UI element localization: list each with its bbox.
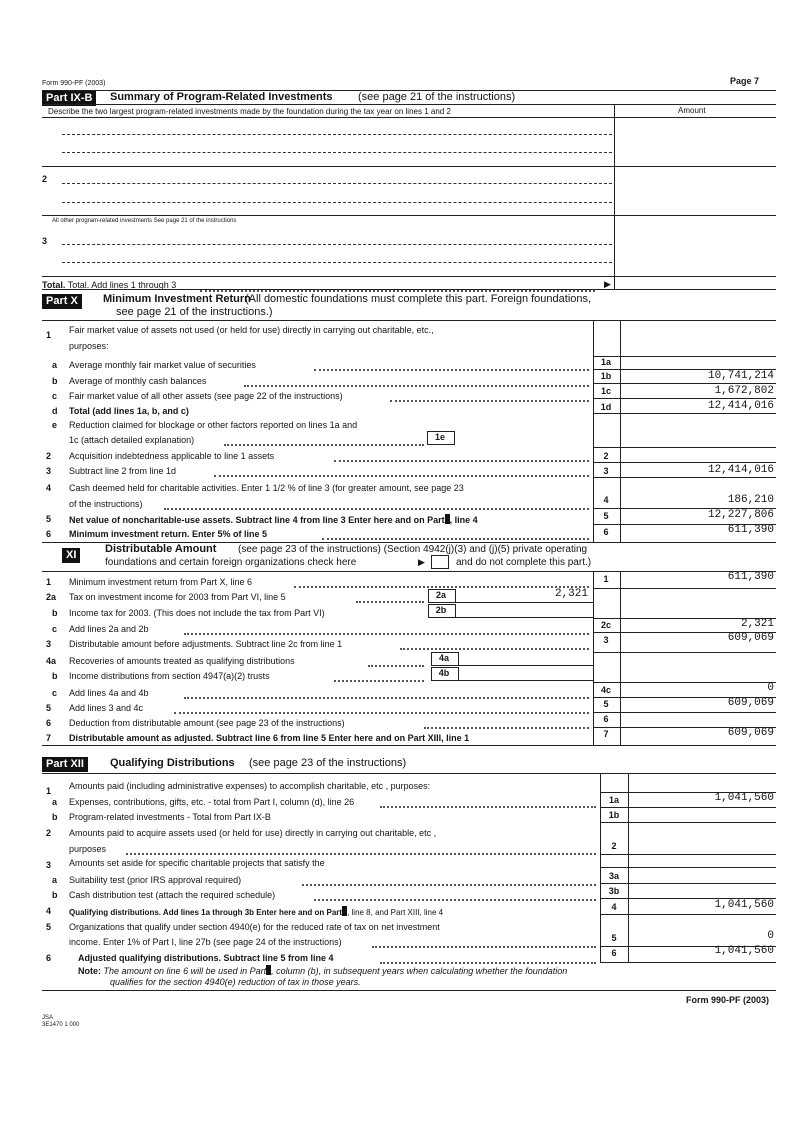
x-line-1d-text: Total (add lines 1a, b, and c) <box>69 406 189 416</box>
xii-line-4-main: Qualifying distributions. Add lines 1a through 3b Enter here and on Part <box>69 908 343 917</box>
xii-line-1b-text: Program-related investments - Total from Part IX-B <box>69 812 271 822</box>
xii-line-3-text: Amounts set aside for specific charitable projects that satisfy the <box>69 858 325 868</box>
x-line-1d-sub: d <box>52 406 58 416</box>
xii-line-5-text: Organizations that qualify under section 4940(e) for the reduced rate of tax on net investment <box>69 922 440 932</box>
xi-line-6-num: 6 <box>46 718 52 728</box>
x-amount-5: 12,227,806 <box>707 509 774 521</box>
part-xii-label: Part XII <box>42 757 88 772</box>
ixb-total-text: Total. Add lines 1 through 3 <box>67 280 177 290</box>
xi-line-6-text: Deduction from distributable amount (see page 23 of the instructions) <box>69 718 345 728</box>
x-code-4: 4 <box>603 495 609 505</box>
arrow-right-icon: ▶ <box>604 279 611 289</box>
part-xi-title-note3: and do not complete this part.) <box>456 557 592 568</box>
xi-line-3-num: 3 <box>46 639 52 649</box>
xii-line-1-num: 1 <box>46 786 52 796</box>
xi-line-7-text: Distributable amount as adjusted. Subtract line 6 from line 5 Enter here and on Part XIII, line 1 <box>69 733 470 743</box>
x-line-1e-sub: e <box>52 420 58 430</box>
x-code-6: 6 <box>603 527 609 537</box>
x-amount-1d: 12,414,016 <box>707 400 774 412</box>
x-line-4-text: Cash deemed held for charitable activities. Enter 1 1/2 % of line 3 (for greater amount, see page 23 <box>69 483 464 493</box>
part-ixb-describe: Describe the two largest program-related investments made by the foundation during the tax year on lines 1 and 2 <box>48 107 451 116</box>
part-ixb-label: Part IX-B <box>42 91 96 106</box>
xi-code-1: 1 <box>603 574 609 584</box>
xi-code-3: 3 <box>603 635 609 645</box>
xi-code-5: 5 <box>603 699 609 709</box>
note-tail: , column (b), in subsequent years when calculating whether the foundation <box>271 966 568 976</box>
ixb-other-note: All other program-related investments See page 21 of the instructions <box>52 218 237 224</box>
xi-line-5-text: Add lines 3 and 4c <box>69 703 144 713</box>
xi-line-4c-sub: c <box>52 688 58 698</box>
xii-line-4-num: 4 <box>46 906 52 916</box>
xii-amount-5: 0 <box>767 930 774 942</box>
xii-code-3a: 3a <box>608 871 619 881</box>
xi-amount-4c: 0 <box>767 682 774 694</box>
x-amount-1c: 1,672,802 <box>714 385 774 397</box>
ixb-line-2: 2 <box>42 174 48 184</box>
x-line-4-text2: of the instructions) <box>69 499 143 509</box>
xi-code-2a: 2a <box>435 590 446 600</box>
part-xi-title-note2: foundations and certain foreign organizations check here <box>105 557 357 568</box>
xii-amount-4: 1,041,560 <box>714 899 774 911</box>
xii-line-3-num: 3 <box>46 860 52 870</box>
note-label: Note: <box>78 966 101 976</box>
xii-code-6: 6 <box>611 948 617 958</box>
xii-line-3b-text: Cash distribution test (attach the required schedule) <box>69 890 276 900</box>
x-line-1-num: 1 <box>46 330 52 340</box>
xi-code-7: 7 <box>603 729 609 739</box>
x-line-1e-text: Reduction claimed for blockage or other factors reported on lines 1a and <box>69 420 358 430</box>
part-x-title-note: (All domestic foundations must complete this part. Foreign foundations, <box>245 293 592 305</box>
x-line-1-text: Fair market value of assets not used (or held for use) directly in carrying out charitable, etc., <box>69 325 434 335</box>
page-number: Page 7 <box>730 76 760 86</box>
xi-line-4a-text: Recoveries of amounts treated as qualifying distributions <box>69 656 295 666</box>
xii-line-2-num: 2 <box>46 828 52 838</box>
xi-code-4c: 4c <box>600 685 611 695</box>
xii-line-5-num: 5 <box>46 922 52 932</box>
xi-line-4b-text: Income distributions from section 4947(a)(2) trusts <box>69 671 270 681</box>
xi-code-4b: 4b <box>438 668 450 678</box>
xii-line-6-text: Adjusted qualifying distributions. Subtract line 5 from line 4 <box>78 953 334 963</box>
x-line-1a-text: Average monthly fair market value of securities <box>69 360 256 370</box>
part-xii-title-note: (see page 23 of the instructions) <box>249 757 407 769</box>
x-line-6-text: Minimum investment return. Enter 5% of line 5 <box>69 529 268 539</box>
xii-line-5-text2: income. Enter 1% of Part I, line 27b (see page 24 of the instructions) <box>69 937 342 947</box>
xii-code-1a: 1a <box>608 795 619 805</box>
part-xi-label: XI <box>62 548 80 563</box>
part-xi-title: Distributable Amount <box>105 543 217 555</box>
xi-code-4a: 4a <box>438 653 449 663</box>
x-line-5-main: Net value of noncharitable-use assets. Subtract line 4 from line 3 Enter here and on Part <box>69 515 445 525</box>
x-code-1e: 1e <box>434 432 445 442</box>
x-amount-4: 186,210 <box>727 494 774 506</box>
part-x-label: Part X <box>42 294 82 309</box>
x-line-1e-text2: 1c (attach detailed explanation) <box>69 435 195 445</box>
footer-jsa: JSA <box>42 1015 54 1021</box>
x-code-5: 5 <box>603 511 609 521</box>
xi-amount-5: 609,069 <box>727 697 774 709</box>
x-code-1d: 1d <box>600 402 612 412</box>
x-line-6-num: 6 <box>46 529 52 539</box>
xii-line-1a-text: Expenses, contributions, gifts, etc. - total from Part I, column (d), line 26 <box>69 797 355 807</box>
footer-form-text: Form 990-PF (2003) <box>686 995 770 1005</box>
xii-line-2-text: Amounts paid to acquire assets used (or held for use) directly in carrying out charitable, etc , <box>69 828 437 838</box>
xi-line-1-num: 1 <box>46 577 52 587</box>
xi-amount-7: 609,069 <box>727 727 774 739</box>
xi-amount-2a: 2,321 <box>554 588 588 600</box>
xii-line-1-text: Amounts paid (including administrative expenses) to accomplish charitable, etc , purposes: <box>69 781 431 791</box>
x-line-3-text: Subtract line 2 from line 1d <box>69 466 177 476</box>
xii-line-3a-text: Suitability test (prior IRS approval required) <box>69 875 242 885</box>
part-ixb-title: Summary of Program-Related Investments <box>110 91 333 103</box>
xii-note2: qualifies for the section 4940(e) reduction of tax in those years. <box>110 977 361 987</box>
ixb-total: Total. Total. Add lines 1 through 3 <box>42 280 177 290</box>
xii-line-4-text <box>69 906 443 917</box>
xii-line-4-tail: , line 8, and Part XIII, line 4 <box>347 908 444 917</box>
part-x-title: Minimum Investment Return <box>103 293 251 305</box>
form-id: Form 990-PF (2003) <box>42 80 106 87</box>
xi-line-3-text: Distributable amount before adjustments. Subtract line 2c from line 1 <box>69 639 343 649</box>
xi-amount-2c: 2,321 <box>740 618 774 630</box>
x-line-1-purposes: purposes: <box>69 341 109 351</box>
x-line-1b-text: Average of monthly cash balances <box>69 376 207 386</box>
x-code-3: 3 <box>603 466 609 476</box>
xii-code-5: 5 <box>611 933 617 943</box>
ixb-line-3: 3 <box>42 236 48 246</box>
xii-line-1b-sub: b <box>52 812 58 822</box>
xi-line-2a-text: Tax on investment income for 2003 from Part VI, line 5 <box>69 592 286 602</box>
x-code-2: 2 <box>603 451 609 461</box>
xi-code-6: 6 <box>603 714 609 724</box>
xi-amount-3: 609,069 <box>727 632 774 644</box>
xi-line-7-num: 7 <box>46 733 52 743</box>
part-x-title-note2: see page 21 of the instructions.) <box>116 306 273 318</box>
xii-line-6-num: 6 <box>46 953 52 963</box>
xi-line-2c-text: Add lines 2a and 2b <box>69 624 149 634</box>
x-line-3-num: 3 <box>46 466 52 476</box>
x-code-1a: 1a <box>600 357 611 367</box>
note-text: The amount on line 6 will be used in Part <box>103 966 267 976</box>
x-line-2-text: Acquisition indebtedness applicable to line 1 assets <box>69 451 275 461</box>
part-xi-title-note: (see page 23 of the instructions) (Section 4942(j)(3) and (j)(5) private operating <box>238 544 588 555</box>
xii-code-2: 2 <box>611 841 617 851</box>
x-line-1a-sub: a <box>52 360 58 370</box>
x-line-1c-sub: c <box>52 391 58 401</box>
xii-line-1a-sub: a <box>52 797 58 807</box>
xi-line-5-num: 5 <box>46 703 52 713</box>
footer-form <box>686 995 769 1005</box>
x-line-5-tail: , line 4 <box>449 515 478 525</box>
private-operating-checkbox[interactable] <box>431 555 449 569</box>
xi-line-1-text: Minimum investment return from Part X, line 6 <box>69 577 253 587</box>
xi-line-2b-text: Income tax for 2003. (This does not include the tax from Part VI) <box>69 608 325 618</box>
part-xii-title: Qualifying Distributions <box>110 757 235 769</box>
xi-line-2c-sub: c <box>52 624 58 634</box>
x-code-1c: 1c <box>600 386 611 396</box>
arrow-right-icon-2: ▶ <box>418 557 425 567</box>
part-ixb-title-note: (see page 21 of the instructions) <box>358 91 516 103</box>
x-line-2-num: 2 <box>46 451 52 461</box>
x-amount-3: 12,414,016 <box>707 464 774 476</box>
xi-line-4a-num: 4a <box>46 656 57 666</box>
xii-line-3b-sub: b <box>52 890 58 900</box>
xi-line-4b-sub: b <box>52 671 58 681</box>
x-code-1b: 1b <box>600 371 612 381</box>
xi-line-2a-num: 2a <box>46 592 57 602</box>
x-line-4-num: 4 <box>46 483 52 493</box>
x-amount-6: 611,390 <box>727 524 774 536</box>
xii-code-4: 4 <box>611 902 617 912</box>
xii-code-1b: 1b <box>608 810 620 820</box>
x-line-1c-text: Fair market value of all other assets (see page 22 of the instructions) <box>69 391 343 401</box>
xii-code-3b: 3b <box>608 886 620 896</box>
x-amount-1b: 10,741,214 <box>707 370 774 382</box>
x-line-5-text <box>69 514 478 525</box>
xi-code-2c: 2c <box>600 620 611 630</box>
xii-amount-1a: 1,041,560 <box>714 792 774 804</box>
amount-header: Amount <box>678 106 706 115</box>
xii-line-2-text2: purposes <box>69 844 107 854</box>
xii-amount-6: 1,041,560 <box>714 945 774 957</box>
x-line-1b-sub: b <box>52 376 58 386</box>
xi-line-2b-sub: b <box>52 608 58 618</box>
xi-amount-1: 611,390 <box>727 571 774 583</box>
footer-code: 3E1470 1 000 <box>42 1022 80 1028</box>
x-line-5-num: 5 <box>46 514 52 524</box>
xi-line-4c-text: Add lines 4a and 4b <box>69 688 149 698</box>
xii-note <box>78 965 567 976</box>
xi-code-2b: 2b <box>435 605 447 615</box>
xii-line-3a-sub: a <box>52 875 58 885</box>
